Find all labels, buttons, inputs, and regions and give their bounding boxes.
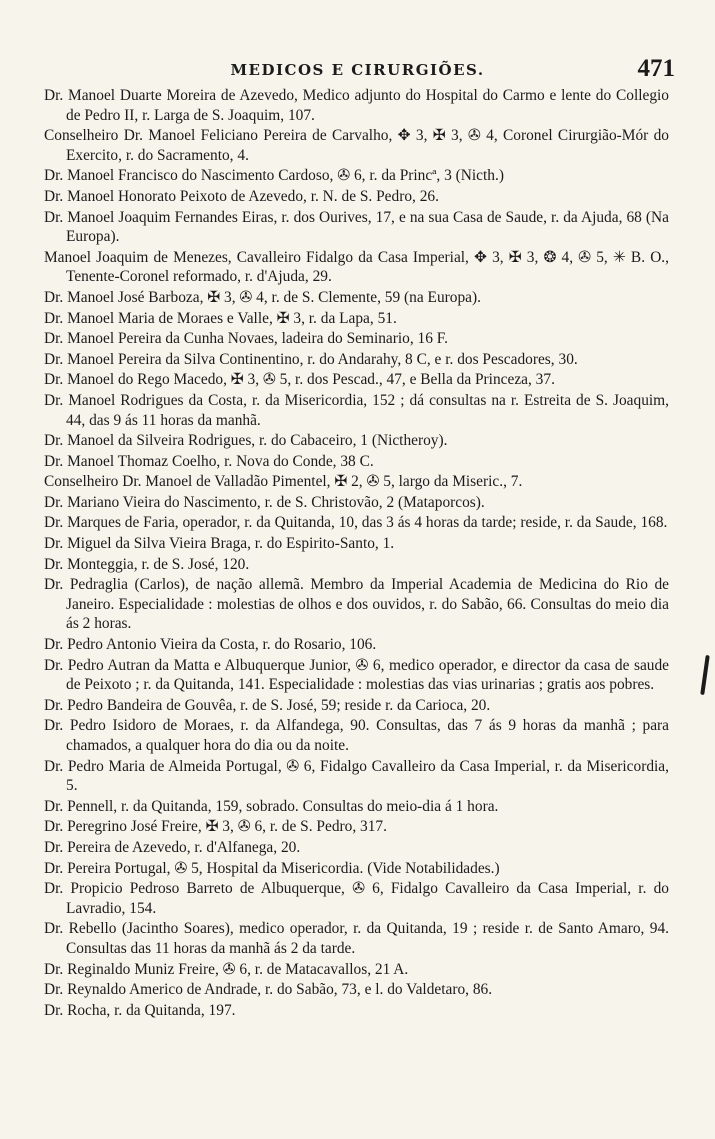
entry: Dr. Manoel do Rego Macedo, ✠ 3, ✇ 5, r. dos Pescad., 47, e Bella da Princeza, 37. <box>44 371 555 389</box>
directory-entries <box>44 86 669 1021</box>
entry: Dr. Pedro Bandeira de Gouvêa, r. de S. José, 59; reside r. da Carioca, 20. <box>44 696 491 714</box>
entry: Dr. Miguel da Silva Vieira Braga, r. do Espirito-Santo, 1. <box>44 535 395 553</box>
entry: Dr. Manoel Joaquim Fernandes Eiras, r. dos Ourives, 17, e na sua Casa de Saude, r. da Ajuda, 68 (Na Europa). <box>44 208 669 246</box>
entry: Dr. Pedro Antonio Vieira da Costa, r. do Rosario, 106. <box>44 636 377 654</box>
entry: Dr. Manoel Thomaz Coelho, r. Nova do Conde, 38 C. <box>44 452 374 470</box>
entry: Dr. Pedraglia (Carlos), de nação allemã. Membro da Imperial Academia de Medicina do Rio de Janeiro. Especialidade : molestias de olhos e dos ouvidos, r. do Sabão, 66. Consultas do meio dia ás 2 horas. <box>44 576 669 633</box>
entry: Dr. Manoel José Barboza, ✠ 3, ✇ 4, r. de S. Clemente, 59 (na Europa). <box>44 288 481 306</box>
entry: Dr. Manoel Maria de Moraes e Valle, ✠ 3, r. da Lapa, 51. <box>44 309 397 327</box>
entry: Dr. Pereira de Azevedo, r. d'Alfanega, 20. <box>44 838 301 856</box>
entry: Dr. Manoel Francisco do Nascimento Cardoso, ✇ 6, r. da Princª, 3 (Nicth.) <box>44 167 504 185</box>
page-header <box>40 55 675 85</box>
entry: Dr. Rebello (Jacintho Soares), medico operador, r. da Quitanda, 19 ; reside r. de Santo Amaro, 94. Consultas das 11 horas da manhã ás 2 da tarde. <box>44 920 669 957</box>
entry: Dr. Reginaldo Muniz Freire, ✇ 6, r. de Matacavallos, 21 A. <box>44 960 409 978</box>
entry: Conselheiro Dr. Manoel Feliciano Pereira de Carvalho, ✥ 3, ✠ 3, ✇ 4, Coronel Cirurgião-Mór do Exercito, r. do Sacramento, 4. <box>44 127 669 164</box>
entry: Dr. Manoel da Silveira Rodrigues, r. do Cabaceiro, 1 (Nictheroy). <box>44 432 448 450</box>
entry: Dr. Manoel Pereira da Cunha Novaes, ladeira do Seminario, 16 F. <box>44 330 448 348</box>
entry: Dr. Reynaldo Americo de Andrade, r. do Sabão, 73, e l. do Valdetaro, 86. <box>44 981 493 999</box>
entry: Manoel Joaquim de Menezes, Cavalleiro Fidalgo da Casa Imperial, ✥ 3, ✠ 3, ❂ 4, ✇ 5, ✳ B. O., Tenente-Coronel reformado, r. d'Ajuda, 29. <box>44 248 669 286</box>
entry: Dr. Manoel Rodrigues da Costa, r. da Misericordia, 152 ; dá consultas na r. Estreita de S. Joaquim, 44, das 9 ás 11 horas da manhã. <box>44 391 669 429</box>
entry: Dr. Pedro Isidoro de Moraes, r. da Alfandega, 90. Consultas, das 7 ás 9 horas da manhã ; para chamados, a qualquer hora do dia ou da noite. <box>44 717 669 754</box>
entry: Dr. Manoel Honorato Peixoto de Azevedo, r. N. de S. Pedro, 26. <box>44 187 439 205</box>
entry: Dr. Pennell, r. da Quitanda, 159, sobrado. Consultas do meio-dia á 1 hora. <box>44 797 499 815</box>
entry: Dr. Manoel Pereira da Silva Continentino, r. do Andarahy, 8 C, e r. dos Pescadores, 30. <box>44 350 578 368</box>
margin-ink-mark <box>700 655 710 695</box>
entry: Dr. Monteggia, r. de S. José, 120. <box>44 555 250 573</box>
entry: Dr. Mariano Vieira do Nascimento, r. de S. Christovão, 2 (Mataporcos). <box>44 493 485 511</box>
entry: Dr. Pereira Portugal, ✇ 5, Hospital da Misericordia. (Vide Notabilidades.) <box>44 859 500 877</box>
running-title: MEDICOS E CIRURGIÕES. <box>230 61 485 79</box>
entry: Dr. Peregrino José Freire, ✠ 3, ✇ 6, r. de S. Pedro, 317. <box>44 818 387 836</box>
entry: Dr. Pedro Maria de Almeida Portugal, ✇ 6, Fidalgo Cavalleiro da Casa Imperial, r. da Misericordia, 5. <box>44 757 669 795</box>
entry: Dr. Propicio Pedroso Barreto de Albuquerque, ✇ 6, Fidalgo Cavalleiro da Casa Imperial, r. do Lavradio, 154. <box>44 880 669 917</box>
entry: Dr. Rocha, r. da Quitanda, 197. <box>44 1001 236 1019</box>
entry: Conselheiro Dr. Manoel de Valladão Pimentel, ✠ 2, ✇ 5, largo da Miseric., 7. <box>44 473 523 491</box>
entry: Dr. Pedro Autran da Matta e Albuquerque Junior, ✇ 6, medico operador, e director da casa de saude de Peixoto ; r. da Quitanda, 141. Especialidade : molestias das vias urinarias ; gratis aos pobres. <box>44 656 669 694</box>
page-number: 471 <box>637 55 675 82</box>
entry: Dr. Marques de Faria, operador, r. da Quitanda, 10, das 3 ás 4 horas da tarde; reside, r. da Saude, 168. <box>44 514 668 532</box>
entry: Dr. Manoel Duarte Moreira de Azevedo, Medico adjunto do Hospital do Carmo e lente do Collegio de Pedro II, r. Larga de S. Joaquim, 107. <box>44 87 669 124</box>
